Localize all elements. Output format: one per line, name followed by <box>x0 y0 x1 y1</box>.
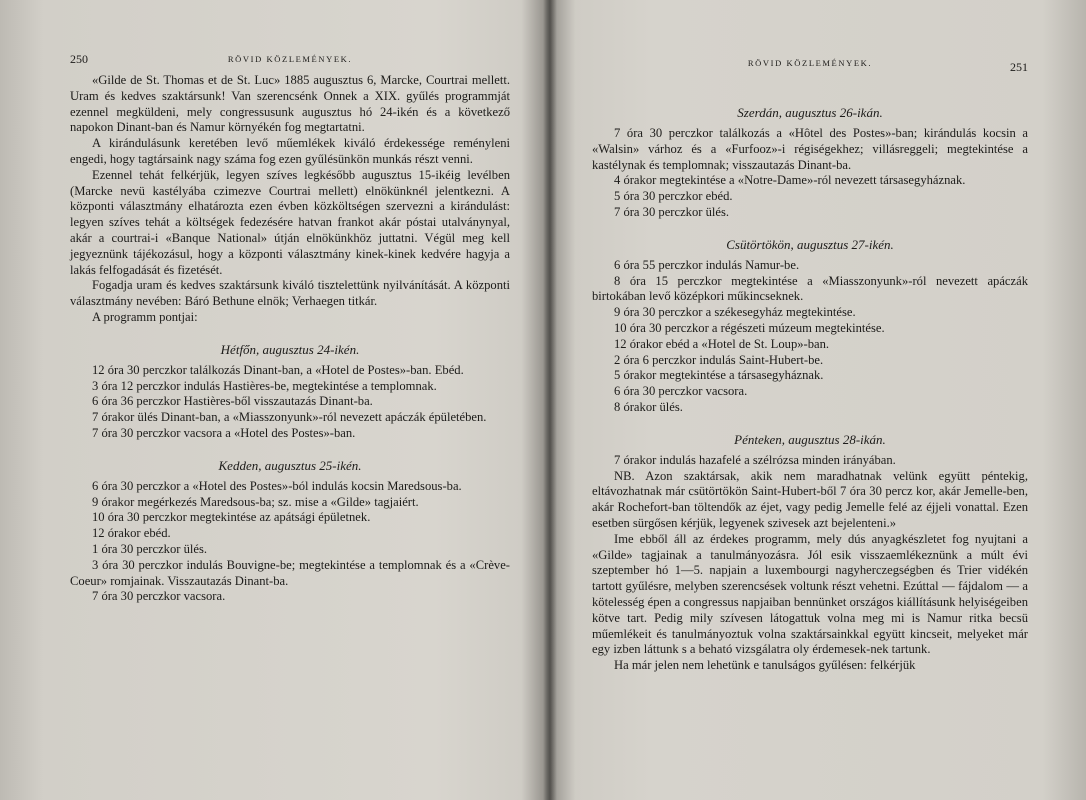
intro-paragraph: A programm pontjai: <box>92 309 198 324</box>
day-heading-friday: Pénteken, augusztus 28-ikán. <box>734 431 886 447</box>
schedule-item: 6 óra 36 perczkor Hastières-ből visszautazás Dinant-ba. <box>92 394 373 409</box>
schedule-item: 12 órakor ebéd a «Hotel de St. Loup»-ban. <box>614 336 830 351</box>
schedule-item: 9 órakor megérkezés Maredsous-ba; sz. mise a «Gilde» tagjaiért. <box>92 494 419 509</box>
left-running-head: RÖVID KÖZLEMÉNYEK. <box>227 54 353 64</box>
schedule-item: 5 óra 30 perczkor ebéd. <box>614 189 733 204</box>
commentary-paragraph: Ime ebből áll az érdekes programm, mely dús anyagkészletet fog nyujtani a «Gilde» tagjainak a tanulmányozásra. Jól esik visszaemlékeznünk a múlt évi szeptember hó 1—5. napjain a luxembourgi nagyherczegségben és Trier vidékén tartott gyűlésre, melyben szerencsések voltunk részt vehetni. Ezúttal — fájdalom — a kötelesség épen a congressus napjaiban bennünket országos kiállításunk helyiségeiben kötve tart. Pedig mily szívesen látogattuk volna meg mi is Namur ritka becsü műemlékeit és tanulmányoztuk volna szaktársainkkal együtt kincseit, melyeket már egy izben láttunk s a beható vizsgálatra oly érdemesek-nek tartunk. <box>592 531 1028 657</box>
schedule-item: 7 óra 30 perczkor vacsora a «Hotel des Postes»-ban. <box>92 425 356 440</box>
left-page-body <box>70 73 510 605</box>
schedule-monday <box>70 363 510 442</box>
right-running-head: RÖVID KÖZLEMÉNYEK. <box>747 58 873 68</box>
schedule-item: 9 óra 30 perczkor a székesegyház megtekintése. <box>614 305 856 320</box>
schedule-thursday <box>592 258 1028 416</box>
schedule-item: 12 óra 30 perczkor találkozás Dinant-ban, a «Hotel de Postes»-ban. Ebéd. <box>92 362 464 377</box>
schedule-item: 5 órakor megtekintése a társasegyháznak. <box>614 368 824 383</box>
schedule-item: 4 órakor megtekintése a «Notre-Dame»-ról nevezett társasegyháznak. <box>614 173 966 188</box>
day-heading-thursday: Csütörtökön, augusztus 27-ikén. <box>726 236 894 252</box>
schedule-item: 2 óra 6 perczkor indulás Saint-Hubert-be. <box>614 352 824 367</box>
left-page-header <box>70 52 510 70</box>
schedule-item: 8 óra 15 perczkor megtekintése a «Miasszonyunk»-ról nevezett apáczák birtokában levő középkori műkincseknek. <box>592 273 1028 304</box>
schedule-item: 7 óra 30 perczkor vacsora. <box>92 589 226 604</box>
closing-section <box>592 453 1028 674</box>
left-page-number: 250 <box>70 52 88 66</box>
day-heading-wednesday: Szerdán, augusztus 26-ikán. <box>737 105 883 120</box>
schedule-tuesday <box>70 479 510 605</box>
intro-paragraph: Ezennel tehát felkérjük, legyen szíves legkésőbb augusztus 15-ikéig levélben (Marcke nevü kastélyába czimezve Courtrai mellett) elnökünknél jelentkezni. A központi választmány elhatározta ezen évben közköltségen szervezni a kirándulást: legyen szíves tehát a költségek fedezésére hatvan frankot akár póstai utalványnyal, akár a courtrai-i «Banque National» útján elnökünkhöz juttatni. Végül meg kell jegyeznünk tájékozásul, hogy a központi választmány kinek-kinek kedvére hagyja a lakás felfogadását és fizetését. <box>70 167 510 277</box>
schedule-wednesday <box>592 126 1028 221</box>
schedule-item: 7 órakor ülés Dinant-ban, a «Miasszonyunk»-ról nevezett apáczák épületében. <box>92 410 487 425</box>
day-heading-monday: Hétfőn, augusztus 24-ikén. <box>220 341 360 357</box>
intro-paragraph: «Gilde de St. Thomas et de St. Luc» 1885 augusztus 6, Marcke, Courtrai mellett. Uram és kedves szaktársunk! Van szerencsénk Onnek a XIX. gyűlés programmját ezennel megküldeni, mely congressusunk augusztus hó 24-ikén és a következő napokon Dinant-ban és Namur környékén fog megtartatni. <box>70 73 510 135</box>
intro-paragraph: Fogadja uram és kedves szaktársunk kiváló tisztelettünk nyilvánítását. A központi választmány nevében: Báró Bethune elnök; Verhaegen titkár. <box>70 278 510 309</box>
schedule-item: 1 óra 30 perczkor ülés. <box>92 541 208 556</box>
schedule-item: 3 óra 12 perczkor indulás Hastières-be, megtekintése a templomnak. <box>92 378 437 393</box>
right-page-header <box>592 52 1028 74</box>
left-page <box>70 0 510 800</box>
day-heading-tuesday: Kedden, augusztus 25-ikén. <box>218 457 362 473</box>
schedule-item: 8 órakor ülés. <box>614 399 683 414</box>
schedule-item: 10 óra 30 perczkor a régészeti múzeum megtekintése. <box>614 320 885 335</box>
schedule-item: 6 óra 30 perczkor a «Hotel des Postes»-ból indulás kocsin Maredsous-ba. <box>92 478 462 493</box>
schedule-item: 7 óra 30 perczkor ülés. <box>614 204 730 219</box>
right-page-number: 251 <box>1010 60 1028 74</box>
schedule-item: 10 óra 30 perczkor megtekintése az apátsági épületnek. <box>92 510 371 525</box>
schedule-item: 6 óra 30 perczkor vacsora. <box>614 384 748 399</box>
schedule-item: 6 óra 55 perczkor indulás Namur-be. <box>614 257 800 272</box>
schedule-item: 12 órakor ebéd. <box>92 526 171 541</box>
schedule-item: 7 óra 30 perczkor találkozás a «Hôtel des Postes»-ban; kirándulás kocsin a «Walsin» várhoz és a «Furfooz»-i régiségekhez; villásreggeli; megtekintése a kastélynak és templomnak; visszautazás Dinant-ba. <box>592 126 1028 172</box>
right-page <box>592 0 1028 800</box>
schedule-item: 7 órakor indulás hazafelé a szélrózsa minden irányában. <box>614 452 896 467</box>
commentary-paragraph: Ha már jelen nem lehetünk e tanulságos gyűlésen: felkérjük <box>614 658 916 673</box>
right-page-body <box>592 97 1028 674</box>
schedule-item: 3 óra 30 perczkor indulás Bouvigne-be; megtekintése a templomnak és a «Crève-Coeur» romjainak. Visszautazás Dinant-ba. <box>70 557 510 588</box>
intro-paragraph: A kirándulásunk keretében levő műemlékek kiváló érdekessége reményleni engedi, hogy tagtársaink nagy száma fog ezen gyűlésünkön munkás részt venni. <box>70 136 510 166</box>
nb-paragraph: NB. Azon szaktársak, akik nem maradhatnak velünk együtt péntekig, eltávozhatnak már csütörtökön Saint-Hubert-ből 7 óra 30 percz kor, akár Jemelle-ben, akár Rochefort-ban töltendők az éjet, vagy pedig Jemelle felé az éjjeli vonattal. Ezen esetben sürgősen kérjük, legyenek szivesek azt bejelenteni.» <box>592 468 1028 530</box>
book-gutter <box>543 0 557 800</box>
